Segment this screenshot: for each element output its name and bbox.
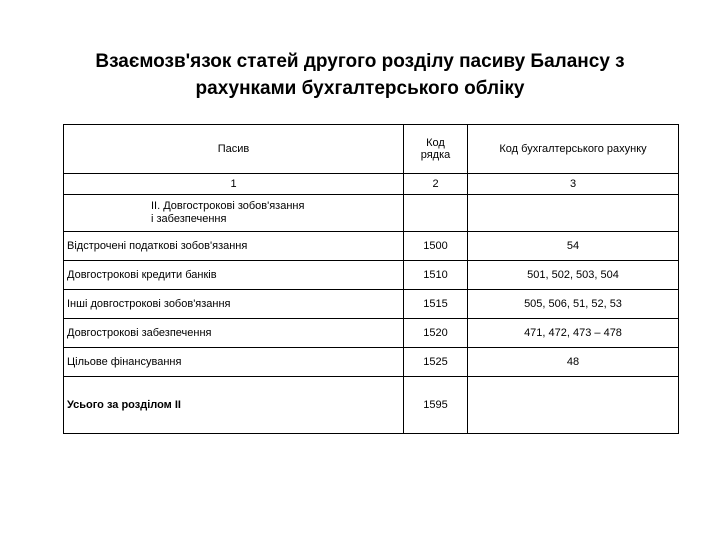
row-label: Інші довгострокові зобов'язання (64, 290, 404, 319)
section-title-line-1: ІІ. Довгострокові зобов'язання (151, 200, 305, 212)
slide-title (40, 48, 680, 102)
table-row (64, 261, 679, 290)
table-row (64, 290, 679, 319)
row-label: Довгострокові кредити банків (64, 261, 404, 290)
table-row (64, 348, 679, 377)
row-code: 1510 (404, 261, 468, 290)
total-accounts (468, 377, 679, 434)
total-code: 1595 (404, 377, 468, 434)
column-number-row (64, 174, 679, 195)
section-header-row (64, 195, 679, 232)
slide-title-line-1: Взаємозв'язок статей другого розділу пасиву Балансу з (95, 51, 625, 72)
row-code: 1515 (404, 290, 468, 319)
section-title-line-2: і забезпечення (151, 213, 227, 225)
row-accounts: 501, 502, 503, 504 (468, 261, 679, 290)
row-label: Довгострокові забезпечення (64, 319, 404, 348)
section-title-cell (64, 195, 404, 232)
header-pasyv: Пасив (64, 125, 404, 174)
slide-title-line-2: рахунками бухгалтерського обліку (195, 78, 525, 99)
header-kod-ryadka-line-1: Код (426, 137, 445, 149)
column-number-3: 3 (468, 174, 679, 195)
row-accounts: 48 (468, 348, 679, 377)
header-kod-ryadka-line-2: рядка (420, 149, 451, 161)
row-accounts: 505, 506, 51, 52, 53 (468, 290, 679, 319)
row-code: 1500 (404, 232, 468, 261)
row-label: Відстрочені податкові зобов'язання (64, 232, 404, 261)
table-header-row (64, 125, 679, 174)
section-title (67, 200, 400, 226)
total-label: Усього за розділом ІІ (64, 377, 404, 434)
row-label: Цільове фінансування (64, 348, 404, 377)
header-kod-rakhunku: Код бухгалтерського рахунку (468, 125, 679, 174)
row-accounts: 54 (468, 232, 679, 261)
row-code: 1525 (404, 348, 468, 377)
column-number-1: 1 (64, 174, 404, 195)
section-code-cell (404, 195, 468, 232)
header-kod-ryadka (404, 125, 468, 174)
total-row (64, 377, 679, 434)
row-accounts: 471, 472, 473 – 478 (468, 319, 679, 348)
column-number-2: 2 (404, 174, 468, 195)
balance-liabilities-table (63, 124, 679, 434)
table-row (64, 319, 679, 348)
row-code: 1520 (404, 319, 468, 348)
section-accounts-cell (468, 195, 679, 232)
table-row (64, 232, 679, 261)
